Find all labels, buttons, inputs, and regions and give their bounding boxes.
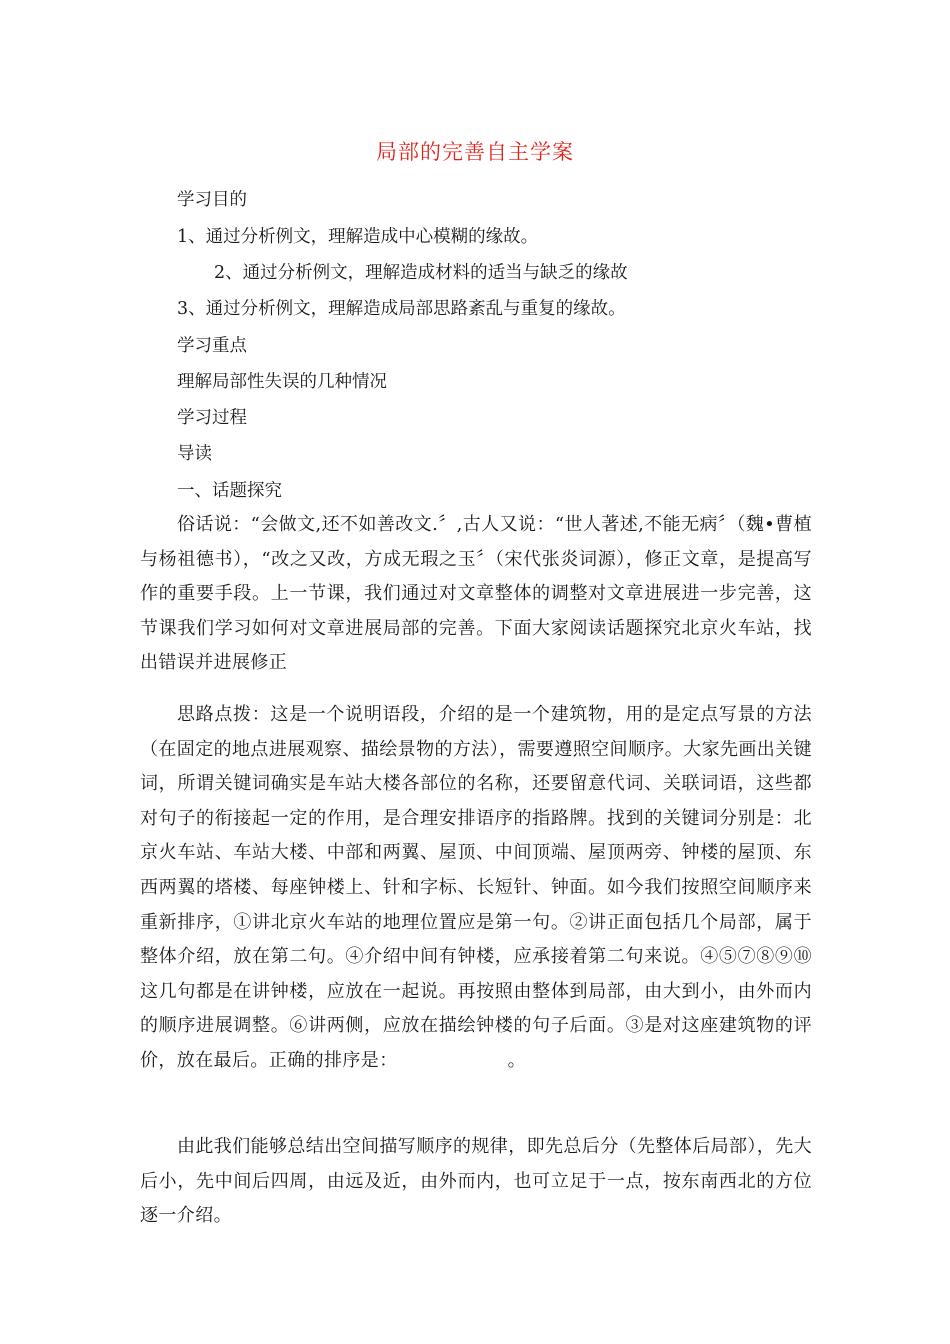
paragraph-summary: 由此我们能够总结出空间描写顺序的规律，即先总后分（先整体后局部），先大后小，先中间后四周，由远及近，由外而内，也可立足于一点，按东南西北的方位逐一介绍。: [140, 1136, 812, 1227]
guide-heading: 导读: [177, 444, 212, 464]
focus-heading: 学习重点: [177, 336, 247, 356]
analysis-text: 思路点拨：这是一个说明语段，介绍的是一个建筑物，用的是定点写景的方法（在固定的地点进展观察、描绘景物的方法），需要遵照空间顺序。大家先画出关键词，所谓关键词确实是车站大楼各部位的名称，还要留意代词、关联词语，这些都对句子的衔接起一定的作用，是合理安排语序的指路牌。找到的关键词分别是：北京火车站、车站大楼、中部和两翼、屋顶、中间顶端、屋顶两旁、钟楼的屋顶、东西两翼的塔楼、每座钟楼上、针和字标、长短针、钟面。如今我们按照空间顺序来重新排序，①讲北京火车站的地理位置应是第一句。②讲正面包括几个局部，属于整体介绍，放在第二句。④介绍中间有钟楼，应承接着第二句来说。④⑤⑦⑧⑨⑩这几句都是在讲钟楼，应放在一起说。再按照由整体到局部，由大到小，由外而内的顺序进展调整。⑥讲两侧，应放在描绘钟楼的句子后面。③是对这座建筑物的评价，放在最后。正确的排序是：: [140, 704, 812, 1071]
page-title: 局部的完善自主学案: [376, 140, 574, 164]
analysis-end: 。: [507, 1049, 527, 1071]
objective-item: 2、通过分析例文，理解造成材料的适当与缺乏的缘故: [214, 263, 628, 283]
process-heading: 学习过程: [177, 408, 247, 428]
topic-heading: 一、话题探究: [177, 481, 282, 501]
objective-item: 1、通过分析例文，理解造成中心模糊的缘故。: [177, 227, 539, 247]
objectives-heading: 学习目的: [177, 190, 247, 210]
paragraph-analysis: [140, 698, 812, 1079]
objective-item: 3、通过分析例文，理解造成局部思路紊乱与重复的缘故。: [177, 299, 626, 319]
paragraph-intro: 俗话说：“会做文,还不如善改文.〞,古人又说：“世人著述,不能无病〞（魏•曹植与杨祖德书），“改之又改，方成无瑕之玉〞（宋代张炎词源），修正文章，是提高写作的重要手段。上一节课，我们通过对文章整体的调整对文章进展进一步完善，这节课我们学习如何对文章进展局部的完善。下面大家阅读话题探究北京火车站，找出错误并进展修正: [140, 514, 812, 674]
focus-text: 理解局部性失误的几种情况: [177, 372, 387, 392]
